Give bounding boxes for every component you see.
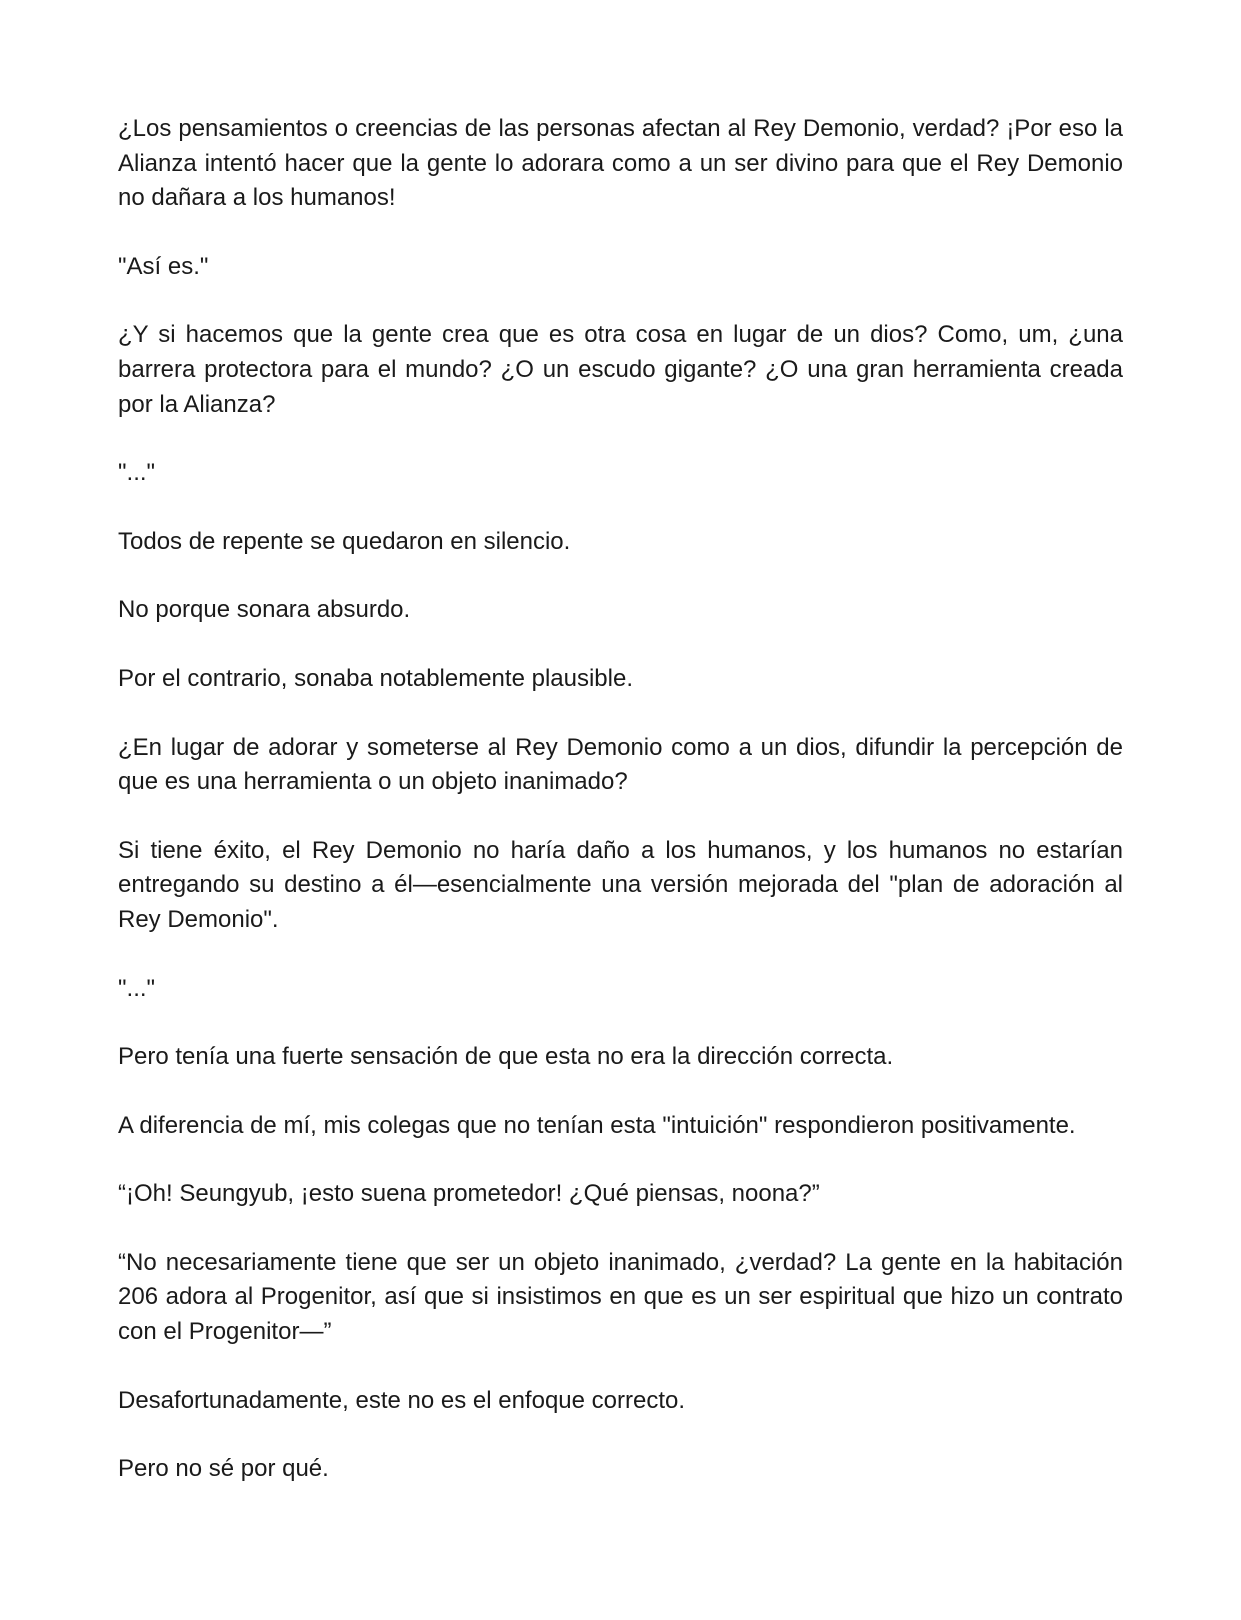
paragraph: No porque sonara absurdo. [118, 596, 411, 624]
paragraph: ¿Los pensamientos o creencias de las personas afectan al Rey Demonio, verdad? ¡Por eso la Alianza intentó hacer que la gente lo adorara como a un ser divino para que el Rey Demonio no dañara a los humanos! [118, 115, 1123, 212]
paragraph: Por el contrario, sonaba notablemente plausible. [118, 664, 633, 692]
paragraph: Todos de repente se quedaron en silencio. [118, 527, 571, 555]
paragraph: ¿Y si hacemos que la gente crea que es otra cosa en lugar de un dios? Como, um, ¿una barrera protectora para el mundo? ¿O un escudo gigante? ¿O una gran herramienta creada por la Alianza? [118, 321, 1123, 418]
paragraph: Si tiene éxito, el Rey Demonio no haría daño a los humanos, y los humanos no estarían entregando su destino a él—esencialmente una versión mejorada del "plan de adoración al Rey Demonio". [118, 836, 1123, 933]
paragraph: A diferencia de mí, mis colegas que no tenían esta "intuición" respondieron positivamente. [118, 1111, 1076, 1139]
document-body [118, 112, 1123, 1487]
paragraph: “No necesariamente tiene que ser un objeto inanimado, ¿verdad? La gente en la habitación 206 adora al Progenitor, así que si insistimos en que es un ser espiritual que hizo un contrato con el Progenitor—” [118, 1248, 1123, 1346]
paragraph: Desafortunadamente, este no es el enfoque correcto. [118, 1386, 686, 1414]
paragraph: Pero tenía una fuerte sensación de que esta no era la dirección correcta. [118, 1043, 894, 1071]
paragraph: ¿En lugar de adorar y someterse al Rey Demonio como a un dios, difundir la percepción de que es una herramienta o un objeto inanimado? [118, 733, 1123, 796]
paragraph: "Así es." [118, 252, 209, 280]
paragraph: Pero no sé por qué. [118, 1455, 329, 1483]
paragraph: “¡Oh! Seungyub, ¡esto suena prometedor! ¿Qué piensas, noona?” [118, 1180, 820, 1208]
paragraph: "..." [118, 459, 156, 487]
paragraph: "..." [118, 974, 156, 1002]
